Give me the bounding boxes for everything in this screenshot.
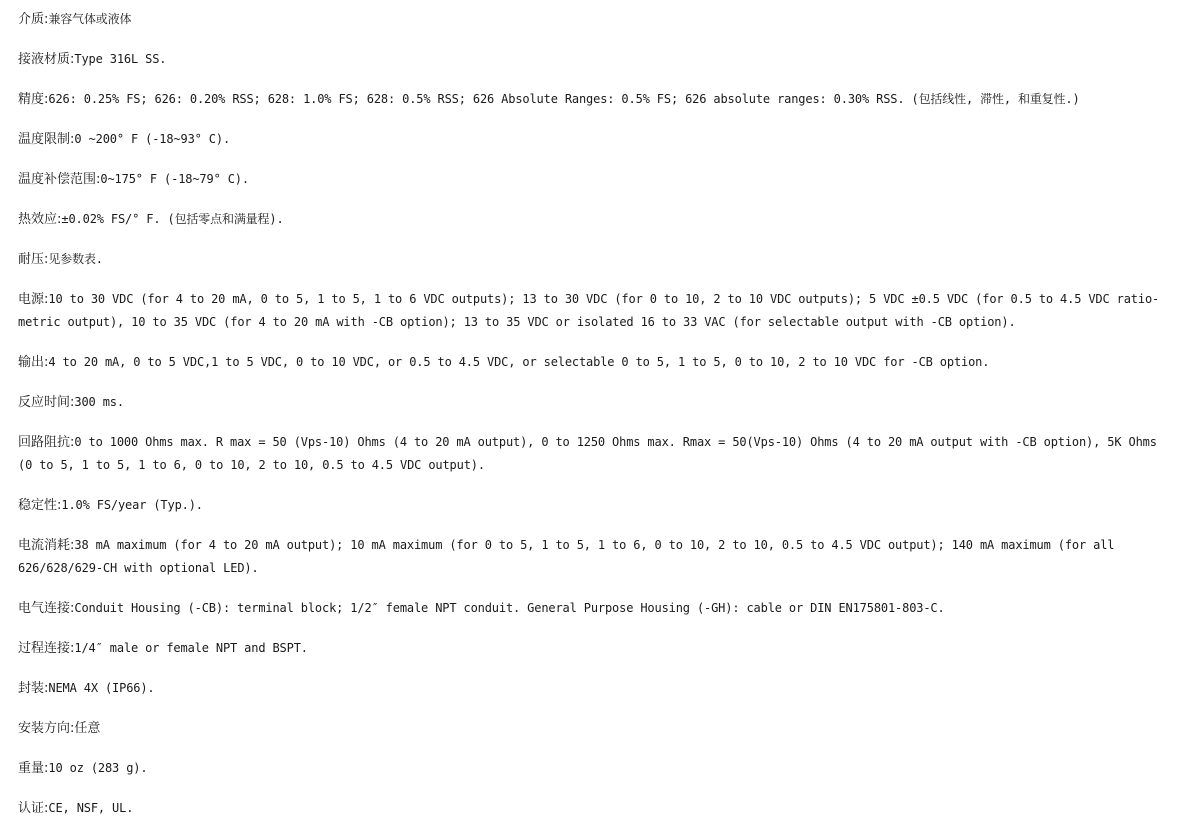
spec-value: Conduit Housing (-CB): terminal block; 1/2″ female NPT conduit. General Purpose Housing (-GH): cable or DIN EN175801-803-C. [74, 601, 945, 615]
spec-label: 过程连接: [18, 641, 75, 656]
spec-label: 热效应: [18, 212, 62, 227]
spec-value: 0~175° F (-18~79° C). [100, 172, 249, 186]
spec-label: 温度补偿范围: [18, 172, 101, 187]
spec-label: 安装方向: [18, 721, 75, 736]
spec-list [18, 0, 1178, 829]
spec-power [18, 280, 1178, 343]
spec-label: 输出: [18, 355, 49, 370]
spec-value: 4 to 20 mA, 0 to 5 VDC,1 to 5 VDC, 0 to 10 VDC, or 0.5 to 4.5 VDC, or selectable 0 to 5, 1 to 5, 0 to 10, 2 to 10 VDC for -CB option. [48, 355, 990, 369]
spec-current-consumption [18, 526, 1178, 589]
spec-weight [18, 749, 1178, 789]
spec-value: 兼容气体或液体 [48, 12, 132, 26]
spec-value: NEMA 4X (IP66). [48, 681, 155, 695]
spec-value: 300 ms. [74, 395, 124, 409]
spec-enclosure [18, 669, 1178, 709]
spec-value: 见参数表. [48, 252, 103, 266]
spec-value: ±0.02% FS/° F. (包括零点和满量程). [61, 212, 284, 226]
spec-value: 1.0% FS/year (Typ.). [61, 498, 203, 512]
spec-label: 电源: [18, 292, 49, 307]
spec-value: 0 to 1000 Ohms max. R max = 50 (Vps-10) Ohms (4 to 20 mA output), 0 to 1250 Ohms max. Rmax = 50(Vps-10) Ohms (4 to 20 mA output with -CB option), 5K Ohms (0 to 5, 1 to 5, 1 to 6, 0 to 10, 2 to 10, 0.5 to 4.5 VDC output). [18, 435, 1164, 472]
spec-electrical-connection [18, 589, 1178, 629]
spec-compensated-temperature [18, 160, 1178, 200]
spec-label: 回路阻抗: [18, 435, 75, 450]
spec-loop-resistance [18, 423, 1178, 486]
spec-label: 认证: [18, 801, 49, 816]
spec-label: 接液材质: [18, 52, 75, 67]
spec-label: 介质: [18, 12, 49, 27]
spec-temperature-limits [18, 120, 1178, 160]
spec-value: 626: 0.25% FS; 626: 0.20% RSS; 628: 1.0% FS; 628: 0.5% RSS; 626 Absolute Ranges: 0.5% FS; 626 absolute ranges: 0.30% RSS. (包括线性, 滞性, 和重复性.) [48, 92, 1080, 106]
spec-value: 0 ~200° F (-18~93° C). [74, 132, 231, 146]
spec-accuracy [18, 80, 1178, 120]
spec-value: Type 316L SS. [74, 52, 167, 66]
spec-output [18, 343, 1178, 383]
spec-label: 反应时间: [18, 395, 75, 410]
spec-value: CE, NSF, UL. [48, 801, 134, 815]
spec-label: 稳定性: [18, 498, 62, 513]
spec-label: 封装: [18, 681, 49, 696]
spec-process-connection [18, 629, 1178, 669]
spec-response-time [18, 383, 1178, 423]
spec-medium [18, 0, 1178, 40]
spec-stability [18, 486, 1178, 526]
spec-mounting-orientation [18, 709, 1178, 749]
spec-value: 任意 [74, 721, 101, 736]
spec-thermal-effect [18, 200, 1178, 240]
spec-label: 重量: [18, 761, 49, 776]
spec-pressure-limit [18, 240, 1178, 280]
spec-value: 1/4″ male or female NPT and BSPT. [74, 641, 308, 655]
spec-value: 10 to 30 VDC (for 4 to 20 mA, 0 to 5, 1 to 5, 1 to 6 VDC outputs); 13 to 30 VDC (for 0 to 10, 2 to 10 VDC outputs); 5 VDC ±0.5 VDC (for 0.5 to 4.5 VDC ratio-metric output), 10 to 35 VDC (for 4 to 20 mA with -CB option); 13 to 35 VDC or isolated 16 to 33 VAC (for selectable output with -CB option). [18, 292, 1160, 329]
spec-label: 耐压: [18, 252, 49, 267]
spec-label: 电气连接: [18, 601, 75, 616]
spec-label: 温度限制: [18, 132, 75, 147]
spec-label: 电流消耗: [18, 538, 75, 553]
spec-agency-approvals [18, 789, 1178, 829]
spec-label: 精度: [18, 92, 49, 107]
spec-wetted-material [18, 40, 1178, 80]
spec-value: 38 mA maximum (for 4 to 20 mA output); 10 mA maximum (for 0 to 5, 1 to 5, 1 to 6, 0 to 10, 2 to 10, 0.5 to 4.5 VDC output); 140 mA maximum (for all 626/628/629-CH with optional LED). [18, 538, 1122, 575]
spec-value: 10 oz (283 g). [48, 761, 148, 775]
